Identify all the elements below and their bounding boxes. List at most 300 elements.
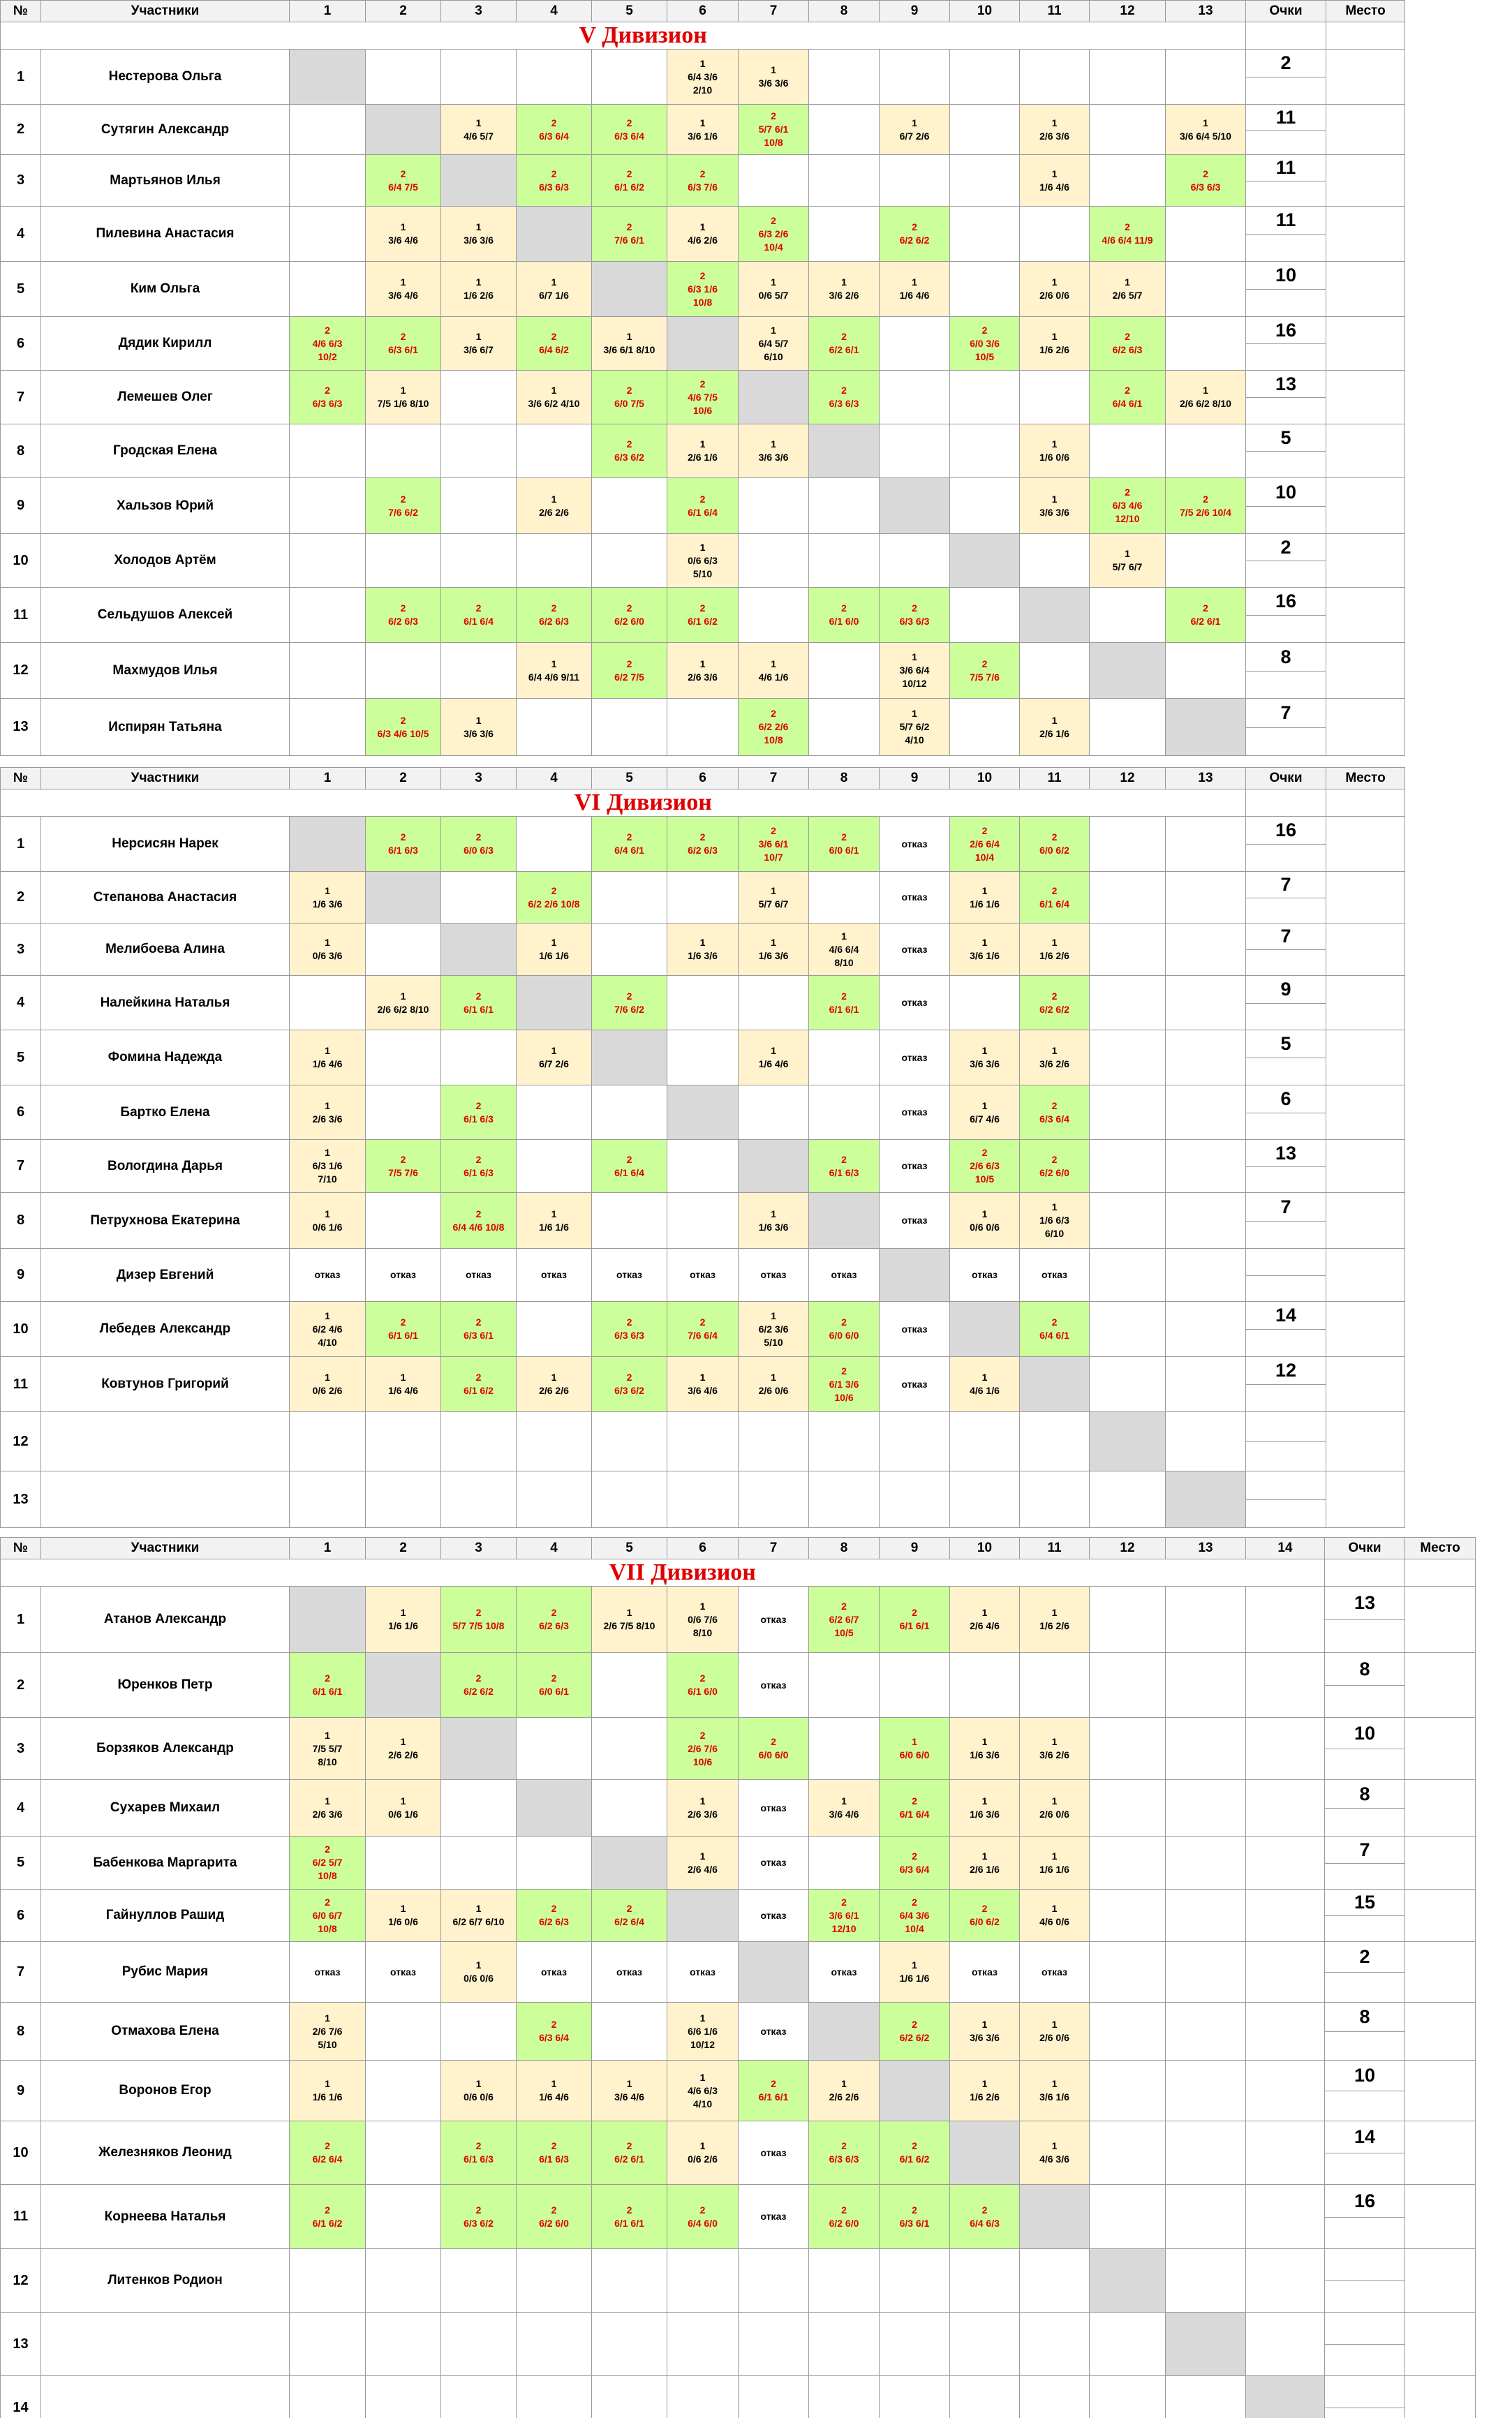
result-cell[interactable]	[667, 1653, 739, 1718]
result-cell[interactable]	[739, 643, 809, 699]
result-cell[interactable]	[950, 2376, 1020, 2418]
result-cell[interactable]	[517, 699, 592, 756]
result-cell[interactable]	[366, 2003, 441, 2061]
result-cell[interactable]	[592, 1085, 667, 1140]
result-cell[interactable]	[950, 317, 1020, 371]
result-cell[interactable]	[517, 924, 592, 976]
result-cell[interactable]	[1020, 699, 1090, 756]
result-cell[interactable]	[739, 817, 809, 872]
result-cell[interactable]	[739, 1193, 809, 1249]
result-cell[interactable]	[517, 2003, 592, 2061]
result-cell[interactable]	[290, 1653, 366, 1718]
result-cell[interactable]	[517, 1471, 592, 1528]
result-cell[interactable]	[1020, 1780, 1090, 1837]
result-cell[interactable]	[290, 2061, 366, 2121]
result-cell[interactable]	[592, 588, 667, 643]
result-cell[interactable]	[290, 1140, 366, 1193]
result-cell[interactable]	[592, 1357, 667, 1412]
result-cell[interactable]	[290, 2376, 366, 2418]
result-cell[interactable]	[290, 2121, 366, 2185]
result-cell[interactable]	[366, 1471, 441, 1528]
result-cell[interactable]	[1090, 1653, 1166, 1718]
result-cell[interactable]	[1090, 155, 1166, 207]
result-cell[interactable]	[809, 50, 880, 105]
result-cell[interactable]	[880, 155, 950, 207]
result-cell[interactable]	[441, 2313, 517, 2376]
result-cell[interactable]	[809, 1890, 880, 1942]
result-cell[interactable]	[441, 2061, 517, 2121]
result-cell[interactable]	[809, 2121, 880, 2185]
result-cell[interactable]	[441, 1837, 517, 1890]
place-value[interactable]	[1326, 262, 1405, 317]
result-cell[interactable]	[366, 155, 441, 207]
result-cell[interactable]	[667, 817, 739, 872]
result-cell[interactable]	[809, 2249, 880, 2313]
result-cell[interactable]	[517, 1249, 592, 1302]
result-cell[interactable]	[366, 1780, 441, 1837]
result-cell[interactable]	[290, 1942, 366, 2003]
result-cell[interactable]	[880, 1718, 950, 1780]
result-cell[interactable]	[441, 2376, 517, 2418]
diagonal-cell[interactable]	[739, 1140, 809, 1193]
result-cell[interactable]	[1090, 588, 1166, 643]
result-cell[interactable]	[290, 534, 366, 588]
result-cell[interactable]	[1020, 2249, 1090, 2313]
result-cell[interactable]	[880, 50, 950, 105]
result-cell[interactable]	[517, 155, 592, 207]
result-cell[interactable]	[1020, 1249, 1090, 1302]
diagonal-cell[interactable]	[880, 478, 950, 534]
result-cell[interactable]	[1020, 1302, 1090, 1357]
result-cell[interactable]	[517, 817, 592, 872]
result-cell[interactable]	[517, 2061, 592, 2121]
result-cell[interactable]	[592, 2249, 667, 2313]
diagonal-cell[interactable]	[441, 924, 517, 976]
result-cell[interactable]	[880, 1780, 950, 1837]
diagonal-cell[interactable]	[1166, 2313, 1246, 2376]
result-cell[interactable]	[809, 1357, 880, 1412]
result-cell[interactable]	[1090, 1249, 1166, 1302]
result-cell[interactable]	[1020, 643, 1090, 699]
place-value[interactable]	[1405, 1942, 1476, 2003]
result-cell[interactable]	[592, 1718, 667, 1780]
result-cell[interactable]	[592, 2376, 667, 2418]
result-cell[interactable]	[809, 2376, 880, 2418]
result-cell[interactable]	[950, 2313, 1020, 2376]
result-cell[interactable]	[667, 2121, 739, 2185]
result-cell[interactable]	[1166, 207, 1246, 262]
result-cell[interactable]	[1246, 2061, 1325, 2121]
place-value[interactable]	[1405, 1718, 1476, 1780]
result-cell[interactable]	[1166, 478, 1246, 534]
result-cell[interactable]	[1090, 1140, 1166, 1193]
result-cell[interactable]	[809, 976, 880, 1030]
result-cell[interactable]	[667, 1942, 739, 2003]
result-cell[interactable]	[667, 1302, 739, 1357]
result-cell[interactable]	[366, 534, 441, 588]
result-cell[interactable]	[441, 1412, 517, 1471]
result-cell[interactable]	[441, 872, 517, 924]
result-cell[interactable]	[366, 976, 441, 1030]
result-cell[interactable]	[1090, 1587, 1166, 1653]
result-cell[interactable]	[667, 371, 739, 424]
result-cell[interactable]	[880, 1653, 950, 1718]
result-cell[interactable]	[1090, 1837, 1166, 1890]
result-cell[interactable]	[667, 1780, 739, 1837]
result-cell[interactable]	[1166, 1249, 1246, 1302]
result-cell[interactable]	[366, 643, 441, 699]
result-cell[interactable]	[1166, 1780, 1246, 1837]
result-cell[interactable]	[950, 976, 1020, 1030]
result-cell[interactable]	[290, 699, 366, 756]
result-cell[interactable]	[809, 2061, 880, 2121]
result-cell[interactable]	[517, 1357, 592, 1412]
result-cell[interactable]	[950, 1890, 1020, 1942]
result-cell[interactable]	[809, 2185, 880, 2249]
result-cell[interactable]	[517, 262, 592, 317]
result-cell[interactable]	[1090, 371, 1166, 424]
result-cell[interactable]	[950, 817, 1020, 872]
diagonal-cell[interactable]	[950, 534, 1020, 588]
result-cell[interactable]	[1020, 2061, 1090, 2121]
result-cell[interactable]	[1090, 1471, 1166, 1528]
result-cell[interactable]	[950, 1193, 1020, 1249]
result-cell[interactable]	[1090, 872, 1166, 924]
result-cell[interactable]	[950, 105, 1020, 155]
result-cell[interactable]	[441, 976, 517, 1030]
result-cell[interactable]	[667, 2061, 739, 2121]
result-cell[interactable]	[592, 2121, 667, 2185]
result-cell[interactable]	[1020, 262, 1090, 317]
result-cell[interactable]	[1166, 317, 1246, 371]
result-cell[interactable]	[1166, 1302, 1246, 1357]
result-cell[interactable]	[517, 1653, 592, 1718]
place-value[interactable]	[1405, 2061, 1476, 2121]
result-cell[interactable]	[667, 1837, 739, 1890]
result-cell[interactable]	[950, 50, 1020, 105]
result-cell[interactable]	[366, 1718, 441, 1780]
diagonal-cell[interactable]	[441, 155, 517, 207]
place-value[interactable]	[1326, 534, 1405, 588]
result-cell[interactable]	[880, 105, 950, 155]
result-cell[interactable]	[880, 2249, 950, 2313]
result-cell[interactable]	[1020, 534, 1090, 588]
result-cell[interactable]	[366, 2249, 441, 2313]
result-cell[interactable]	[366, 50, 441, 105]
result-cell[interactable]	[1020, 2121, 1090, 2185]
place-value[interactable]	[1326, 588, 1405, 643]
result-cell[interactable]	[366, 1140, 441, 1193]
result-cell[interactable]	[1090, 976, 1166, 1030]
result-cell[interactable]	[1166, 976, 1246, 1030]
result-cell[interactable]	[667, 1140, 739, 1193]
result-cell[interactable]	[290, 1249, 366, 1302]
result-cell[interactable]	[1090, 2313, 1166, 2376]
result-cell[interactable]	[366, 1302, 441, 1357]
result-cell[interactable]	[880, 1942, 950, 2003]
result-cell[interactable]	[739, 50, 809, 105]
result-cell[interactable]	[517, 872, 592, 924]
result-cell[interactable]	[441, 534, 517, 588]
result-cell[interactable]	[950, 1718, 1020, 1780]
result-cell[interactable]	[366, 1890, 441, 1942]
result-cell[interactable]	[667, 2003, 739, 2061]
result-cell[interactable]	[592, 1249, 667, 1302]
result-cell[interactable]	[517, 1140, 592, 1193]
result-cell[interactable]	[290, 317, 366, 371]
result-cell[interactable]	[809, 1942, 880, 2003]
result-cell[interactable]	[441, 1357, 517, 1412]
result-cell[interactable]	[290, 643, 366, 699]
result-cell[interactable]	[441, 1587, 517, 1653]
result-cell[interactable]	[950, 478, 1020, 534]
result-cell[interactable]	[592, 1780, 667, 1837]
result-cell[interactable]	[809, 1085, 880, 1140]
diagonal-cell[interactable]	[366, 872, 441, 924]
result-cell[interactable]	[950, 1412, 1020, 1471]
result-cell[interactable]	[950, 262, 1020, 317]
result-cell[interactable]	[667, 2376, 739, 2418]
result-cell[interactable]	[1090, 924, 1166, 976]
result-cell[interactable]	[880, 872, 950, 924]
result-cell[interactable]	[1020, 924, 1090, 976]
place-value[interactable]	[1326, 1249, 1405, 1302]
result-cell[interactable]	[441, 207, 517, 262]
result-cell[interactable]	[1020, 976, 1090, 1030]
place-value[interactable]	[1405, 2313, 1476, 2376]
result-cell[interactable]	[950, 2003, 1020, 2061]
result-cell[interactable]	[290, 1780, 366, 1837]
result-cell[interactable]	[290, 371, 366, 424]
result-cell[interactable]	[667, 155, 739, 207]
result-cell[interactable]	[739, 2061, 809, 2121]
result-cell[interactable]	[441, 643, 517, 699]
result-cell[interactable]	[1246, 1837, 1325, 1890]
result-cell[interactable]	[290, 155, 366, 207]
result-cell[interactable]	[517, 534, 592, 588]
result-cell[interactable]	[592, 155, 667, 207]
result-cell[interactable]	[441, 1140, 517, 1193]
result-cell[interactable]	[1090, 1085, 1166, 1140]
result-cell[interactable]	[1246, 2121, 1325, 2185]
diagonal-cell[interactable]	[1166, 1471, 1246, 1528]
result-cell[interactable]	[1166, 2376, 1246, 2418]
result-cell[interactable]	[290, 262, 366, 317]
result-cell[interactable]	[880, 262, 950, 317]
result-cell[interactable]	[290, 1837, 366, 1890]
result-cell[interactable]	[441, 317, 517, 371]
diagonal-cell[interactable]	[739, 1942, 809, 2003]
result-cell[interactable]	[517, 1718, 592, 1780]
result-cell[interactable]	[667, 1193, 739, 1249]
result-cell[interactable]	[441, 1890, 517, 1942]
result-cell[interactable]	[441, 1302, 517, 1357]
result-cell[interactable]	[366, 1249, 441, 1302]
result-cell[interactable]	[1166, 1357, 1246, 1412]
result-cell[interactable]	[667, 976, 739, 1030]
result-cell[interactable]	[739, 2376, 809, 2418]
result-cell[interactable]	[1090, 2003, 1166, 2061]
place-value[interactable]	[1326, 872, 1405, 924]
result-cell[interactable]	[950, 1837, 1020, 1890]
result-cell[interactable]	[739, 1718, 809, 1780]
place-value[interactable]	[1326, 924, 1405, 976]
result-cell[interactable]	[290, 1890, 366, 1942]
result-cell[interactable]	[880, 1302, 950, 1357]
result-cell[interactable]	[739, 1471, 809, 1528]
result-cell[interactable]	[950, 1780, 1020, 1837]
result-cell[interactable]	[667, 262, 739, 317]
result-cell[interactable]	[1166, 2061, 1246, 2121]
result-cell[interactable]	[290, 2249, 366, 2313]
result-cell[interactable]	[1166, 262, 1246, 317]
result-cell[interactable]	[739, 424, 809, 478]
result-cell[interactable]	[1020, 478, 1090, 534]
place-value[interactable]	[1326, 207, 1405, 262]
result-cell[interactable]	[1020, 207, 1090, 262]
result-cell[interactable]	[809, 1587, 880, 1653]
result-cell[interactable]	[739, 317, 809, 371]
result-cell[interactable]	[366, 1837, 441, 1890]
result-cell[interactable]	[441, 2121, 517, 2185]
result-cell[interactable]	[592, 1412, 667, 1471]
result-cell[interactable]	[809, 1030, 880, 1085]
result-cell[interactable]	[290, 2313, 366, 2376]
diagonal-cell[interactable]	[950, 1302, 1020, 1357]
result-cell[interactable]	[290, 1193, 366, 1249]
result-cell[interactable]	[592, 1890, 667, 1942]
result-cell[interactable]	[809, 588, 880, 643]
place-value[interactable]	[1326, 1412, 1405, 1471]
result-cell[interactable]	[880, 534, 950, 588]
result-cell[interactable]	[1166, 1193, 1246, 1249]
result-cell[interactable]	[366, 1942, 441, 2003]
place-value[interactable]	[1326, 1302, 1405, 1357]
result-cell[interactable]	[1166, 924, 1246, 976]
result-cell[interactable]	[441, 699, 517, 756]
result-cell[interactable]	[739, 1837, 809, 1890]
result-cell[interactable]	[366, 1412, 441, 1471]
result-cell[interactable]	[809, 699, 880, 756]
result-cell[interactable]	[366, 262, 441, 317]
result-cell[interactable]	[441, 1653, 517, 1718]
result-cell[interactable]	[739, 872, 809, 924]
result-cell[interactable]	[950, 1030, 1020, 1085]
result-cell[interactable]	[809, 262, 880, 317]
result-cell[interactable]	[809, 2313, 880, 2376]
result-cell[interactable]	[880, 699, 950, 756]
diagonal-cell[interactable]	[366, 1653, 441, 1718]
place-value[interactable]	[1326, 1140, 1405, 1193]
result-cell[interactable]	[441, 2003, 517, 2061]
result-cell[interactable]	[592, 50, 667, 105]
result-cell[interactable]	[1246, 1587, 1325, 1653]
result-cell[interactable]	[1020, 1140, 1090, 1193]
place-value[interactable]	[1405, 2249, 1476, 2313]
result-cell[interactable]	[1166, 643, 1246, 699]
result-cell[interactable]	[739, 2313, 809, 2376]
result-cell[interactable]	[1020, 1718, 1090, 1780]
result-cell[interactable]	[517, 1193, 592, 1249]
result-cell[interactable]	[517, 1587, 592, 1653]
result-cell[interactable]	[739, 207, 809, 262]
diagonal-cell[interactable]	[592, 1837, 667, 1890]
result-cell[interactable]	[592, 1942, 667, 2003]
result-cell[interactable]	[1166, 2185, 1246, 2249]
result-cell[interactable]	[366, 371, 441, 424]
result-cell[interactable]	[809, 207, 880, 262]
diagonal-cell[interactable]	[667, 1890, 739, 1942]
result-cell[interactable]	[517, 317, 592, 371]
result-cell[interactable]	[880, 1085, 950, 1140]
result-cell[interactable]	[290, 207, 366, 262]
diagonal-cell[interactable]	[517, 1780, 592, 1837]
result-cell[interactable]	[880, 207, 950, 262]
result-cell[interactable]	[950, 2061, 1020, 2121]
result-cell[interactable]	[667, 699, 739, 756]
result-cell[interactable]	[809, 534, 880, 588]
result-cell[interactable]	[517, 424, 592, 478]
result-cell[interactable]	[739, 1412, 809, 1471]
result-cell[interactable]	[1166, 1942, 1246, 2003]
diagonal-cell[interactable]	[1090, 643, 1166, 699]
result-cell[interactable]	[739, 2249, 809, 2313]
result-cell[interactable]	[880, 817, 950, 872]
result-cell[interactable]	[592, 976, 667, 1030]
result-cell[interactable]	[1090, 207, 1166, 262]
place-value[interactable]	[1326, 643, 1405, 699]
result-cell[interactable]	[441, 1085, 517, 1140]
result-cell[interactable]	[592, 105, 667, 155]
result-cell[interactable]	[667, 2249, 739, 2313]
result-cell[interactable]	[809, 1653, 880, 1718]
result-cell[interactable]	[739, 1249, 809, 1302]
diagonal-cell[interactable]	[739, 371, 809, 424]
result-cell[interactable]	[667, 1718, 739, 1780]
place-value[interactable]	[1405, 1587, 1476, 1653]
result-cell[interactable]	[441, 1030, 517, 1085]
result-cell[interactable]	[880, 588, 950, 643]
result-cell[interactable]	[1166, 2121, 1246, 2185]
result-cell[interactable]	[517, 1085, 592, 1140]
result-cell[interactable]	[1246, 1780, 1325, 1837]
diagonal-cell[interactable]	[290, 817, 366, 872]
result-cell[interactable]	[1166, 1140, 1246, 1193]
result-cell[interactable]	[592, 1587, 667, 1653]
result-cell[interactable]	[1090, 1890, 1166, 1942]
result-cell[interactable]	[1020, 317, 1090, 371]
result-cell[interactable]	[592, 643, 667, 699]
result-cell[interactable]	[1166, 1890, 1246, 1942]
result-cell[interactable]	[739, 1780, 809, 1837]
result-cell[interactable]	[1090, 50, 1166, 105]
result-cell[interactable]	[950, 699, 1020, 756]
result-cell[interactable]	[1020, 50, 1090, 105]
result-cell[interactable]	[950, 2249, 1020, 2313]
result-cell[interactable]	[441, 1193, 517, 1249]
result-cell[interactable]	[667, 207, 739, 262]
diagonal-cell[interactable]	[809, 2003, 880, 2061]
result-cell[interactable]	[880, 2313, 950, 2376]
result-cell[interactable]	[592, 2061, 667, 2121]
result-cell[interactable]	[290, 976, 366, 1030]
result-cell[interactable]	[592, 371, 667, 424]
result-cell[interactable]	[290, 1302, 366, 1357]
result-cell[interactable]	[592, 207, 667, 262]
result-cell[interactable]	[950, 1587, 1020, 1653]
result-cell[interactable]	[366, 478, 441, 534]
result-cell[interactable]	[1020, 2313, 1090, 2376]
